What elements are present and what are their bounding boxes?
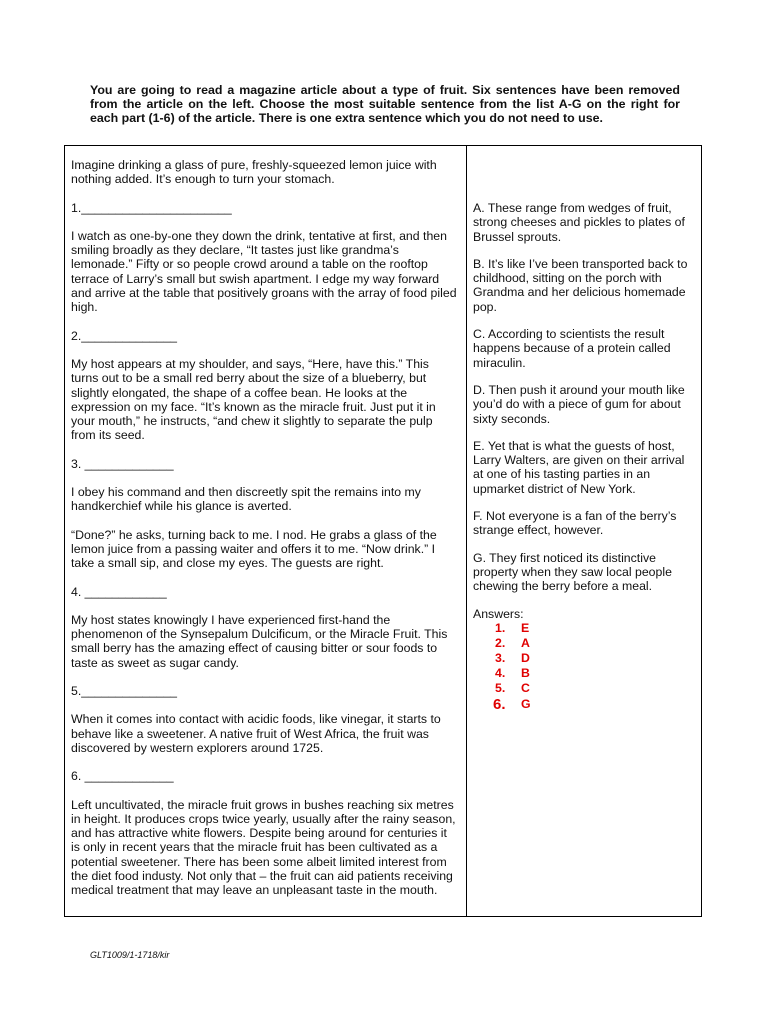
answers-label: Answers: <box>473 606 524 621</box>
answer-number: 2. <box>495 635 506 650</box>
gap-1: 1.______________________ <box>71 200 232 215</box>
answers-list <box>473 621 695 713</box>
option-e: E. Yet that is what the guests of host, Larry Walters, are given on their arrival at one of his tasting parties in an upmarket district of New York. <box>473 438 685 496</box>
option-c: C. According to scientists the result happens because of a protein called miraculin. <box>473 327 671 370</box>
options-column <box>473 201 695 713</box>
answer-letter: C <box>521 680 530 695</box>
gap-6: 6. _____________ <box>71 769 174 784</box>
article-paragraph: I watch as one-by-one they down the drink, tentative at first, and then smiling broadly as they declare, “It tastes just like grandma’s lemonade.” Fifty or so people crowd around a table on the rooftop terrace of Larry’s small but swish apartment. I edge my way forward and arrive at the table that positively groans with the array of food piled high. <box>71 228 457 315</box>
answer-number: 5. <box>495 680 506 695</box>
answer-number: 1. <box>495 620 506 635</box>
answer-letter: B <box>521 665 530 680</box>
option-g: G. They first noticed its distinctive property when they saw local people chewing the berry before a meal. <box>473 550 672 594</box>
answer-item <box>473 651 695 666</box>
answer-item <box>473 696 695 713</box>
task-table <box>64 145 702 917</box>
answer-number: 6. <box>493 695 506 713</box>
answer-letter: E <box>521 620 530 635</box>
article-paragraph: Left uncultivated, the miracle fruit grows in bushes reaching six metres in height. It produces crops twice yearly, usually after the rainy season, and has attractive white flowers. Despite being around for centuries it is only in recent years that the miracle fruit has been cultivated as a potential sweetener. There has been some albeit limited interest from the diet food industy. Not only that – the fruit can aid patients receiving medical treatment that may leave an unpleasant taste in the mouth. <box>71 797 456 898</box>
article-paragraph: “Done?” he asks, turning back to me. I nod. He grabs a glass of the lemon juice from a passing waiter and offers it to me. “Now drink.” I take a small sip, and close my eyes. The guests are right. <box>71 527 437 571</box>
gap-3: 3. _____________ <box>71 456 174 471</box>
answer-letter: A <box>521 635 530 650</box>
answer-number: 3. <box>495 650 506 665</box>
article-paragraph: I obey his command and then discreetly spit the remains into my handkerchief while his glance is averted. <box>71 485 421 514</box>
answer-number: 4. <box>495 665 506 680</box>
document-code: GLT1009/1-1718/kir <box>90 950 170 960</box>
task-instructions: You are going to read a magazine article about a type of fruit. Six sentences have been removed from the article on the left. Choose the most suitable sentence from the list A-G on the right for each part (1-6) of the article. There is one extra sentence which you do not need to use. <box>90 83 680 125</box>
answer-item <box>473 681 695 696</box>
article-paragraph: My host appears at my shoulder, and says, “Here, have this.” This turns out to be a small red berry about the size of a blueberry, but slightly elongated, the shape of a coffee bean. He looks at the expression on my face. “It’s known as the miracle fruit. Just put it in your mouth,” he instructs, “and chew it slightly to separate the pulp from its seed. <box>71 356 436 443</box>
answer-item <box>473 621 695 636</box>
gap-2: 2.______________ <box>71 328 178 343</box>
gap-4: 4. ____________ <box>71 584 167 599</box>
article-paragraph: When it comes into contact with acidic foods, like vinegar, it starts to behave like a sweetener. A native fruit of West Africa, the fruit was discovered by western explorers around 1725. <box>71 712 441 755</box>
answer-item <box>473 666 695 681</box>
article-column <box>71 158 459 898</box>
answer-letter: D <box>521 650 530 665</box>
column-divider <box>466 146 467 916</box>
option-f: F. Not everyone is a fan of the berry’s strange effect, however. <box>473 509 677 538</box>
gap-5: 5.______________ <box>71 684 178 699</box>
answer-letter: G <box>521 696 531 711</box>
option-b: B. It’s like I’ve been transported back to childhood, sitting on the porch with Grandma and her delicious homemade pop. <box>473 256 688 314</box>
option-d: D. Then push it around your mouth like you’d do with a piece of gum for about sixty seconds. <box>473 382 685 426</box>
answer-item <box>473 636 695 651</box>
article-paragraph: Imagine drinking a glass of pure, freshly-squeezed lemon juice with nothing added. It’s enough to turn your stomach. <box>71 158 437 187</box>
option-a: A. These range from wedges of fruit, strong cheeses and pickles to plates of Brussel sprouts. <box>473 201 685 244</box>
article-paragraph: My host states knowingly I have experienced first-hand the phenomenon of the Synsepalum Dulcificum, or the Miracle Fruit. This small berry has the amazing effect of causing bitter or sour foods to taste as sweet as sugar candy. <box>71 612 448 670</box>
